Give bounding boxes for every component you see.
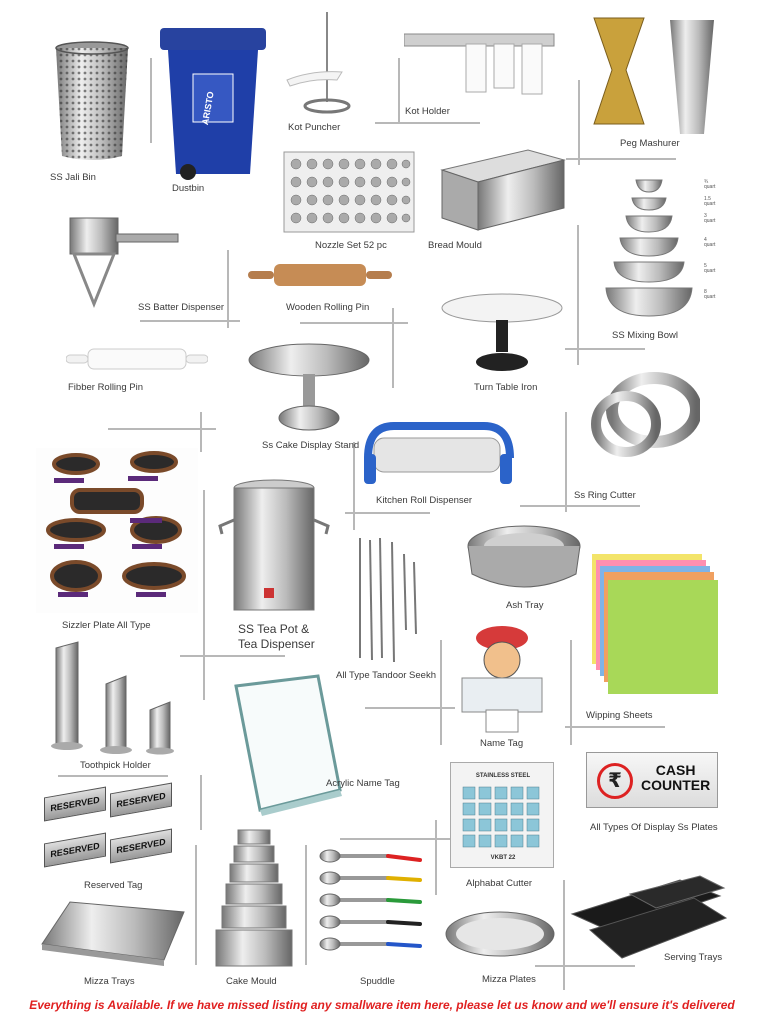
- dustbin-label: Dustbin: [172, 183, 205, 194]
- ss-cake-display-stand-image: [246, 340, 372, 435]
- divider: [375, 122, 480, 124]
- mizza-trays-label: Mizza Trays: [84, 976, 135, 987]
- tandoor-seekh-image: [350, 534, 426, 664]
- counter-text: COUNTER: [641, 777, 711, 793]
- divider: [345, 512, 430, 514]
- bread-mould-label: Bread Mould: [428, 240, 482, 251]
- kot-puncher-label: Kot Puncher: [288, 122, 341, 133]
- bowl-size-label: 4 quart: [704, 237, 716, 248]
- fibber-rolling-pin-label: Fibber Rolling Pin: [68, 382, 143, 393]
- bread-mould-image: [438, 148, 566, 233]
- display-ss-plates-label: All Types Of Display Ss Plates: [590, 822, 718, 833]
- reserved-sign: RESERVED: [44, 833, 106, 868]
- kot-puncher-image: [282, 10, 372, 115]
- ss-ring-cutter-label: Ss Ring Cutter: [574, 490, 636, 501]
- alphabat-cutter-image: [461, 785, 545, 849]
- divider: [108, 428, 216, 430]
- turn-table-iron-image: [438, 290, 566, 375]
- ss-tea-pot-label-line2: Tea Dispenser: [238, 637, 315, 651]
- name-tag-image: [456, 624, 548, 734]
- ss-tea-pot-label: [238, 622, 348, 652]
- wipping-sheets-image: [592, 554, 720, 696]
- availability-notice: Everything is Available. If we have missed listing any smallware item here, please let us know and we'll ensure it's delivered: [29, 998, 735, 1012]
- ash-tray-image: [466, 520, 582, 598]
- divider: [565, 412, 567, 512]
- acrylic-name-tag-label: Acrylic Name Tag: [326, 778, 400, 789]
- name-tag-label: Name Tag: [480, 738, 524, 749]
- divider: [227, 250, 229, 328]
- nozzle-set-image: [282, 150, 417, 235]
- divider: [440, 640, 442, 745]
- serving-trays-label: Serving Trays: [664, 952, 723, 963]
- acrylic-name-tag-image: [232, 674, 344, 818]
- divider: [398, 58, 400, 123]
- divider: [203, 490, 205, 700]
- divider: [58, 775, 168, 777]
- rupee-icon: ₹: [597, 763, 633, 799]
- bowl-size-label: 5 quart: [704, 263, 716, 274]
- sizzler-plate-image: [36, 448, 198, 613]
- divider: [435, 820, 437, 895]
- turn-table-iron-label: Turn Table Iron: [474, 382, 538, 393]
- ss-tea-pot-image: [216, 478, 332, 618]
- ss-batter-dispenser-label: SS Batter Dispenser: [138, 302, 225, 313]
- bowl-size-label: 1.5 quart: [704, 196, 716, 207]
- ss-jali-bin-image: [52, 40, 132, 162]
- divider: [520, 505, 640, 507]
- spuddle-label: Spuddle: [360, 976, 395, 987]
- peg-mashurer-image: [590, 14, 722, 134]
- toothpick-holder-image: [50, 640, 180, 755]
- bowl-size-label: 8 quart: [704, 289, 716, 300]
- divider: [578, 80, 580, 165]
- wooden-rolling-pin-label: Wooden Rolling Pin: [286, 302, 370, 313]
- nozzle-set-label: Nozzle Set 52 pc: [315, 240, 387, 251]
- ss-tea-pot-label-line1: SS Tea Pot &: [238, 622, 310, 636]
- divider: [353, 442, 355, 530]
- divider: [565, 348, 645, 350]
- divider: [200, 775, 202, 830]
- alphabat-cutter-box: [450, 762, 554, 868]
- serving-trays-image: [570, 874, 728, 962]
- ash-tray-label: Ash Tray: [506, 600, 544, 611]
- divider: [200, 412, 202, 452]
- divider: [565, 726, 665, 728]
- cash-counter-text: [641, 763, 710, 793]
- spuddle-image: [318, 848, 426, 958]
- divider: [305, 845, 307, 965]
- wooden-rolling-pin-image: [248, 260, 392, 290]
- sizzler-plate-label: Sizzler Plate All Type: [62, 620, 151, 631]
- kot-holder-label: Kot Holder: [405, 106, 450, 117]
- reserved-tag-label: Reserved Tag: [84, 880, 143, 891]
- kot-holder-image: [404, 28, 556, 98]
- dustbin-image: [158, 24, 268, 182]
- dustbin-brand: ARISTO: [200, 90, 216, 126]
- bowl-size-label: 3 quart: [704, 213, 716, 224]
- ss-ring-cutter-image: [590, 372, 700, 457]
- ss-jali-bin-label: SS Jali Bin: [50, 172, 96, 183]
- kitchen-roll-dispenser-label: Kitchen Roll Dispenser: [376, 495, 473, 506]
- reserved-tag-image: [40, 782, 200, 878]
- tandoor-seekh-label: All Type Tandoor Seekh: [336, 670, 436, 681]
- divider: [300, 322, 408, 324]
- divider: [140, 320, 240, 322]
- divider: [535, 965, 635, 967]
- divider: [365, 707, 455, 709]
- divider: [180, 655, 285, 657]
- reserved-sign: RESERVED: [110, 783, 172, 818]
- alphabat-cutter-label: Alphabat Cutter: [466, 878, 533, 889]
- divider: [392, 308, 394, 388]
- bowl-size-label: ¾ quart: [704, 179, 716, 190]
- divider: [570, 640, 572, 745]
- ss-mixing-bowl-label: SS Mixing Bowl: [612, 330, 678, 341]
- reserved-sign: RESERVED: [110, 829, 172, 864]
- cash-text: CASH: [655, 762, 696, 778]
- ss-batter-dispenser-image: [66, 212, 184, 312]
- divider: [340, 838, 455, 840]
- ss-mixing-bowl-image: [604, 176, 694, 321]
- toothpick-holder-label: Toothpick Holder: [80, 760, 151, 771]
- mizza-plates-label: Mizza Plates: [482, 974, 536, 985]
- kitchen-roll-dispenser-image: [364, 418, 518, 490]
- fibber-rolling-pin-image: [66, 346, 208, 372]
- cake-mould-image: [212, 828, 296, 972]
- wipping-sheets-label: Wipping Sheets: [586, 710, 653, 721]
- peg-mashurer-label: Peg Mashurer: [620, 138, 680, 149]
- mizza-plates-image: [444, 910, 556, 960]
- cash-counter-plate: [586, 752, 718, 808]
- divider: [563, 880, 565, 990]
- mizza-trays-image: [40, 898, 186, 970]
- cake-mould-label: Cake Mould: [226, 976, 277, 987]
- alphabat-box-code: VKBT 22: [490, 855, 516, 861]
- alphabat-box-title: STAINLESS STEEL: [475, 773, 531, 779]
- divider: [566, 158, 676, 160]
- divider: [577, 225, 579, 365]
- reserved-sign: RESERVED: [44, 787, 106, 822]
- ss-cake-display-stand-label: Ss Cake Display Stand: [262, 440, 360, 451]
- divider: [150, 58, 152, 143]
